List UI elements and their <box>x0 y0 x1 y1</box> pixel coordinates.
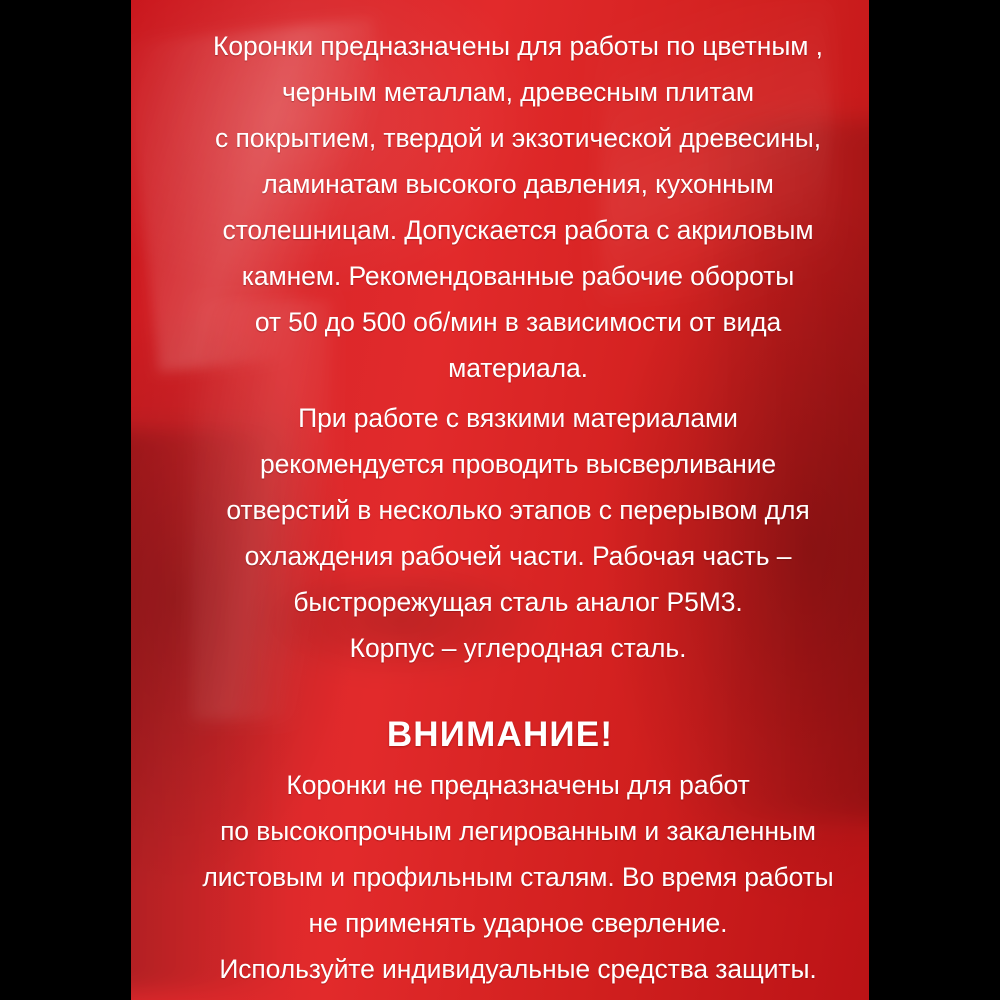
paragraph3-line-1: Коронки не предназначены для работ <box>286 770 750 800</box>
paragraph1-line-6: камнем. Рекомендованные рабочие обороты <box>241 261 795 291</box>
paragraph3-line-4: не применять ударное сверление. <box>308 908 728 938</box>
label-text-layer <box>131 0 869 1000</box>
product-label-panel <box>131 0 869 1000</box>
paragraph2-line-1: При работе с вязкими материалами <box>298 403 738 433</box>
attention-heading: ВНИМАНИЕ! <box>386 715 614 754</box>
paragraph3-line-2: по высокопрочным легированным и закаленным <box>220 816 816 846</box>
paragraph1-line-7: от 50 до 500 об/мин в зависимости от вида <box>254 307 782 337</box>
paragraph3-line-3: листовым и профильным сталям. Во время работы <box>202 862 834 892</box>
paragraph2-line-5: быстрорежущая сталь аналог Р5М3. <box>293 587 743 617</box>
paragraph2-line-4: охлаждения рабочей части. Рабочая часть – <box>244 541 792 571</box>
paragraph2-line-2: рекомендуется проводить высверливание <box>259 449 777 479</box>
paragraph3-line-5: Используйте индивидуальные средства защиты. <box>219 954 817 984</box>
paragraph1-line-1: Коронки предназначены для работы по цветным , <box>213 31 823 61</box>
instructions-paragraph-1 <box>131 23 869 391</box>
paragraph2-line-6: Корпус – углеродная сталь. <box>349 633 687 663</box>
paragraph1-line-3: с покрытием, твердой и экзотической древесины, <box>215 123 821 153</box>
letterbox-bar-right <box>869 0 1000 1000</box>
paragraph1-line-2: черным металлам, древесным плитам <box>282 77 754 107</box>
letterbox-bar-left <box>0 0 131 1000</box>
paragraph2-line-3: отверстий в несколько этапов с перерывом для <box>226 495 810 525</box>
instructions-paragraph-2 <box>131 395 869 671</box>
paragraph1-line-4: ламинатам высокого давления, кухонным <box>262 169 774 199</box>
paragraph1-line-5: столешницам. Допускается работа с акриловым <box>222 215 814 245</box>
warning-paragraph <box>131 762 869 992</box>
paragraph1-line-8: материала. <box>448 353 588 383</box>
